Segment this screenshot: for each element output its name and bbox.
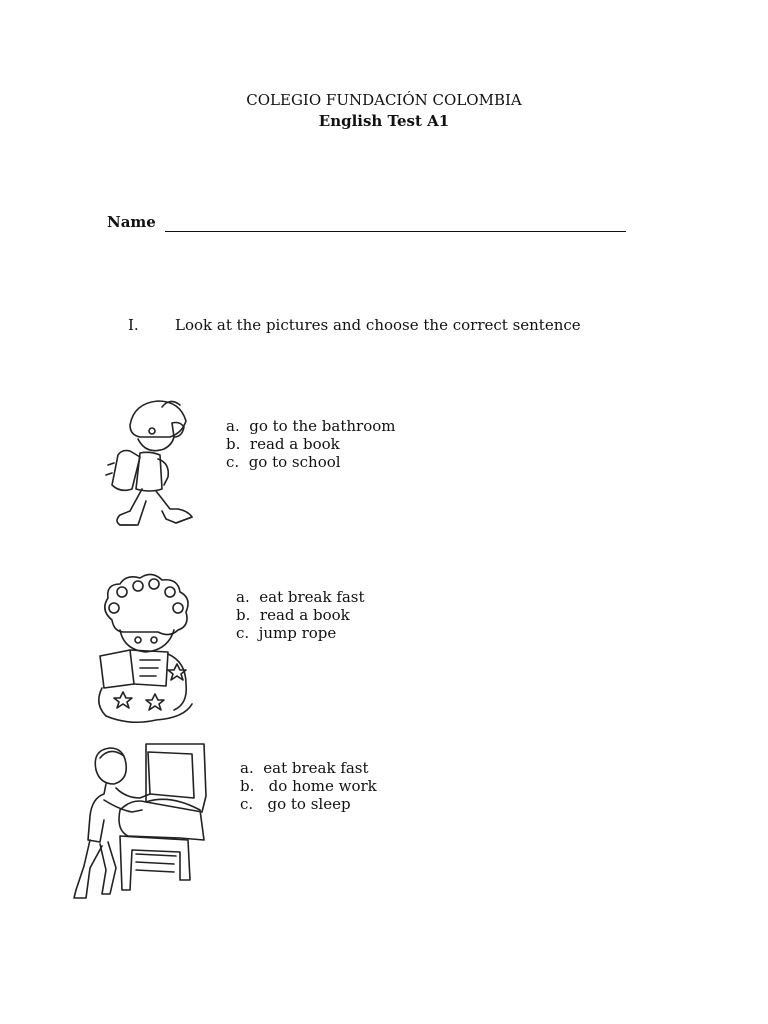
- question-3-options: [240, 759, 377, 813]
- child-reading-book-picture: [90, 570, 200, 730]
- test-title: English Test A1: [318, 112, 450, 130]
- school-name: COLEGIO FUNDACIÓN COLOMBIA: [246, 91, 522, 109]
- section-instruction: Look at the pictures and choose the correct sentence: [175, 316, 581, 334]
- question-2-options: [236, 588, 365, 642]
- option-b[interactable]: b. read a book: [226, 435, 340, 453]
- section-number: I.: [128, 316, 139, 334]
- name-label: Name: [107, 213, 156, 231]
- name-field-line[interactable]: [165, 231, 626, 232]
- option-a[interactable]: a. eat break fast: [240, 759, 369, 777]
- boy-making-bed-picture: [70, 740, 210, 902]
- option-c[interactable]: c. go to sleep: [240, 795, 351, 813]
- option-c[interactable]: c. jump rope: [236, 624, 337, 642]
- boy-walking-to-school-picture: [100, 393, 200, 541]
- option-a[interactable]: a. go to the bathroom: [226, 417, 396, 435]
- question-1-options: [226, 417, 396, 471]
- option-a[interactable]: a. eat break fast: [236, 588, 365, 606]
- option-c[interactable]: c. go to school: [226, 453, 341, 471]
- option-b[interactable]: b. read a book: [236, 606, 350, 624]
- option-b[interactable]: b. do home work: [240, 777, 377, 795]
